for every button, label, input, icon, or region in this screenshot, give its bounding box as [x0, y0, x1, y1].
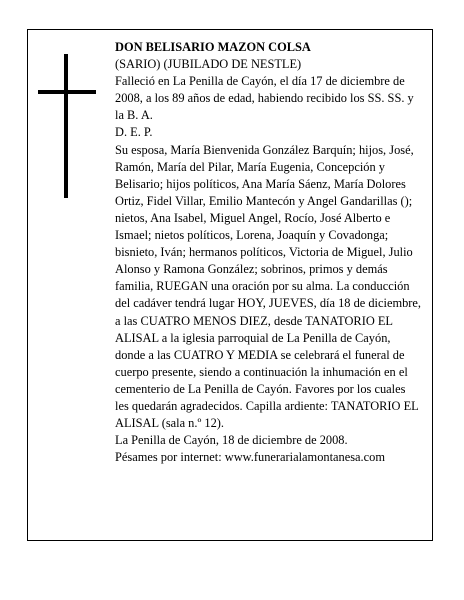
cross-icon — [38, 54, 104, 198]
deceased-name: DON BELISARIO MAZON COLSA — [115, 40, 311, 54]
family-announcement: Su esposa, María Bienvenida González Barquín; hijos, José, Ramón, María del Pilar, María Eugenia, Concepción y Belisario; hijos políticos, Ana María Sáenz, María Dolores Ortiz, Fidel Villar, Emilio Mantecón y Angel Gandarillas (); nietos, Ana Isabel, Miguel Angel, Rocío, José Alberto e Ismael; nietos políticos, Lorena, Joaquín y Covadonga; bisnieto, Iván; hermanos políticos, Victoria de Miguel, Julio Alonso y Ramona González; sobrinos, primos y demás familia, RUEGAN una oración por su alma. La conducción del cadáver tendrá lugar HOY, JUEVES, día 18 de diciembre, a las CUATRO MENOS DIEZ, desde TANATORIO EL ALISAL a la iglesia parroquial de La Penilla de Cayón, donde a las CUATRO Y MEDIA se celebrará el funeral de cuerpo presente, siendo a continuación la inhumación en el cementerio de La Penilla de Cayón. Favores por los cuales les quedarán agradecidos. Capilla ardiente: TANATORIO EL ALISAL (sala n.º 12). — [115, 142, 421, 431]
place-and-date: La Penilla de Cayón, 18 de diciembre de 2008. — [115, 433, 348, 448]
obituary-text — [115, 39, 421, 466]
death-statement: Falleció en La Penilla de Cayón, el día 17 de diciembre de 2008, a los 89 años de edad, habiendo recibido los SS. SS. y la B. A. — [115, 74, 414, 123]
deceased-nickname: (SARIO) (JUBILADO DE NESTLE) — [115, 57, 302, 72]
online-condolences: Pésames por internet: www.funerarialamontanesa.com — [115, 450, 385, 465]
rest-in-peace: D. E. P. — [115, 125, 153, 140]
